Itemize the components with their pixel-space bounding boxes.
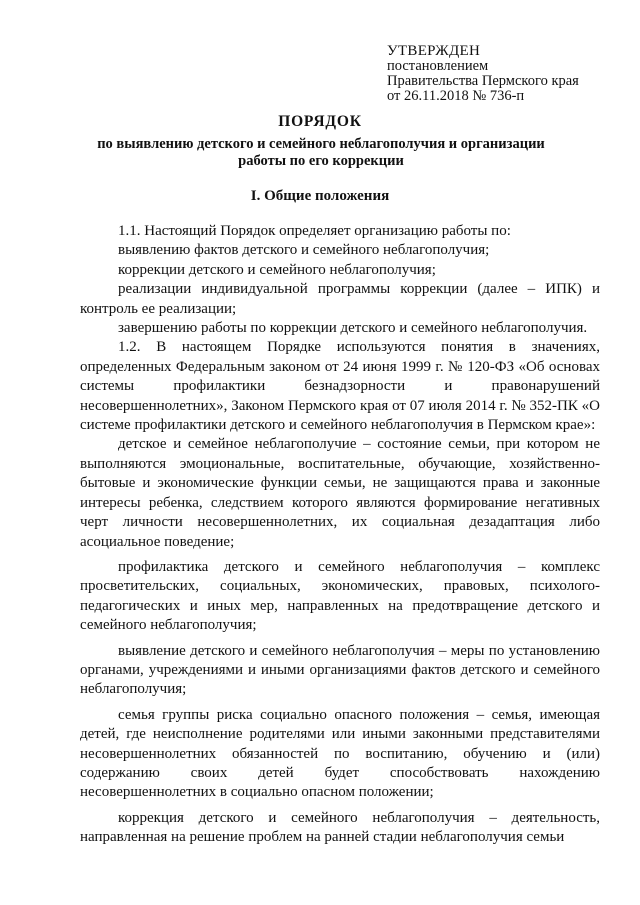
paragraph: завершению работы по коррекции детского и семейного неблагополучия. — [118, 320, 588, 337]
body-text — [80, 222, 600, 848]
section-title: I. Общие положения — [250, 188, 390, 204]
approval-title: УТВЕРЖДЕН — [387, 43, 481, 59]
paragraph: реализации индивидуальной программы коррекции (далее – ИПК) и контроль ее реализации; — [80, 281, 600, 317]
paragraph: выявлению фактов детского и семейного неблагополучия; — [118, 242, 490, 259]
approval-line-2: Правительства Пермского края — [387, 73, 579, 89]
paragraph: коррекции детского и семейного неблагополучия; — [118, 261, 436, 278]
paragraph: профилактика детского и семейного неблагополучия – комплекс просветительских, социальных, экономических, правовых, психолого-педагогических и иных мер, направленных на предотвращение детского и семейного неблагополучия; — [80, 558, 600, 634]
paragraph: семья группы риска социально опасного положения – семья, имеющая детей, где неисполнение родителями или иными законными представителями несовершеннолетних обязанностей по воспитанию, обучению и (или) содержанию своих детей будет способствовать нахождению несовершеннолетних в социально опасном положении; — [80, 706, 600, 801]
paragraph: детское и семейное неблагополучие – состояние семьи, при котором не выполняются эмоциональные, воспитательные, обучающие, хозяйственно-бытовые и экономические функции семьи, не защищаются права и законные интересы ребенка, следствием которого являются формирование негативных черт личности несовершеннолетних, их социальная дезадаптация либо асоциальное поведение; — [80, 436, 600, 550]
approval-stamp — [387, 44, 627, 104]
paragraph: коррекция детского и семейного неблагополучия – деятельность, направленная на решение проблем на ранней стадии неблагополучия семьи — [80, 809, 600, 846]
paragraph: 1.2. В настоящем Порядке используются понятия в значениях, определенных Федеральным законом от 24 июня 1999 г. № 120-ФЗ «Об основах системы профилактики безнадзорности и правонарушений несовершеннолетних», Законом Пермского края от 07 июля 2014 г. № 352-ПК «О системе профилактики детского и семейного неблагополучия в Пермском крае»: — [80, 339, 600, 434]
approval-line-3: от 26.11.2018 № 736-п — [387, 88, 525, 104]
paragraph: 1.1. Настоящий Порядок определяет организацию работы по: — [118, 223, 511, 239]
document-title: ПОРЯДОК — [278, 113, 362, 130]
document-subtitle: по выявлению детского и семейного неблагополучия и организации работы по его коррекции — [97, 136, 545, 169]
approval-line-1: постановлением — [387, 58, 489, 74]
paragraph: выявление детского и семейного неблагополучия – меры по установлению органами, учреждениями и иными организациями фактов детского и семейного неблагополучия; — [80, 642, 600, 698]
